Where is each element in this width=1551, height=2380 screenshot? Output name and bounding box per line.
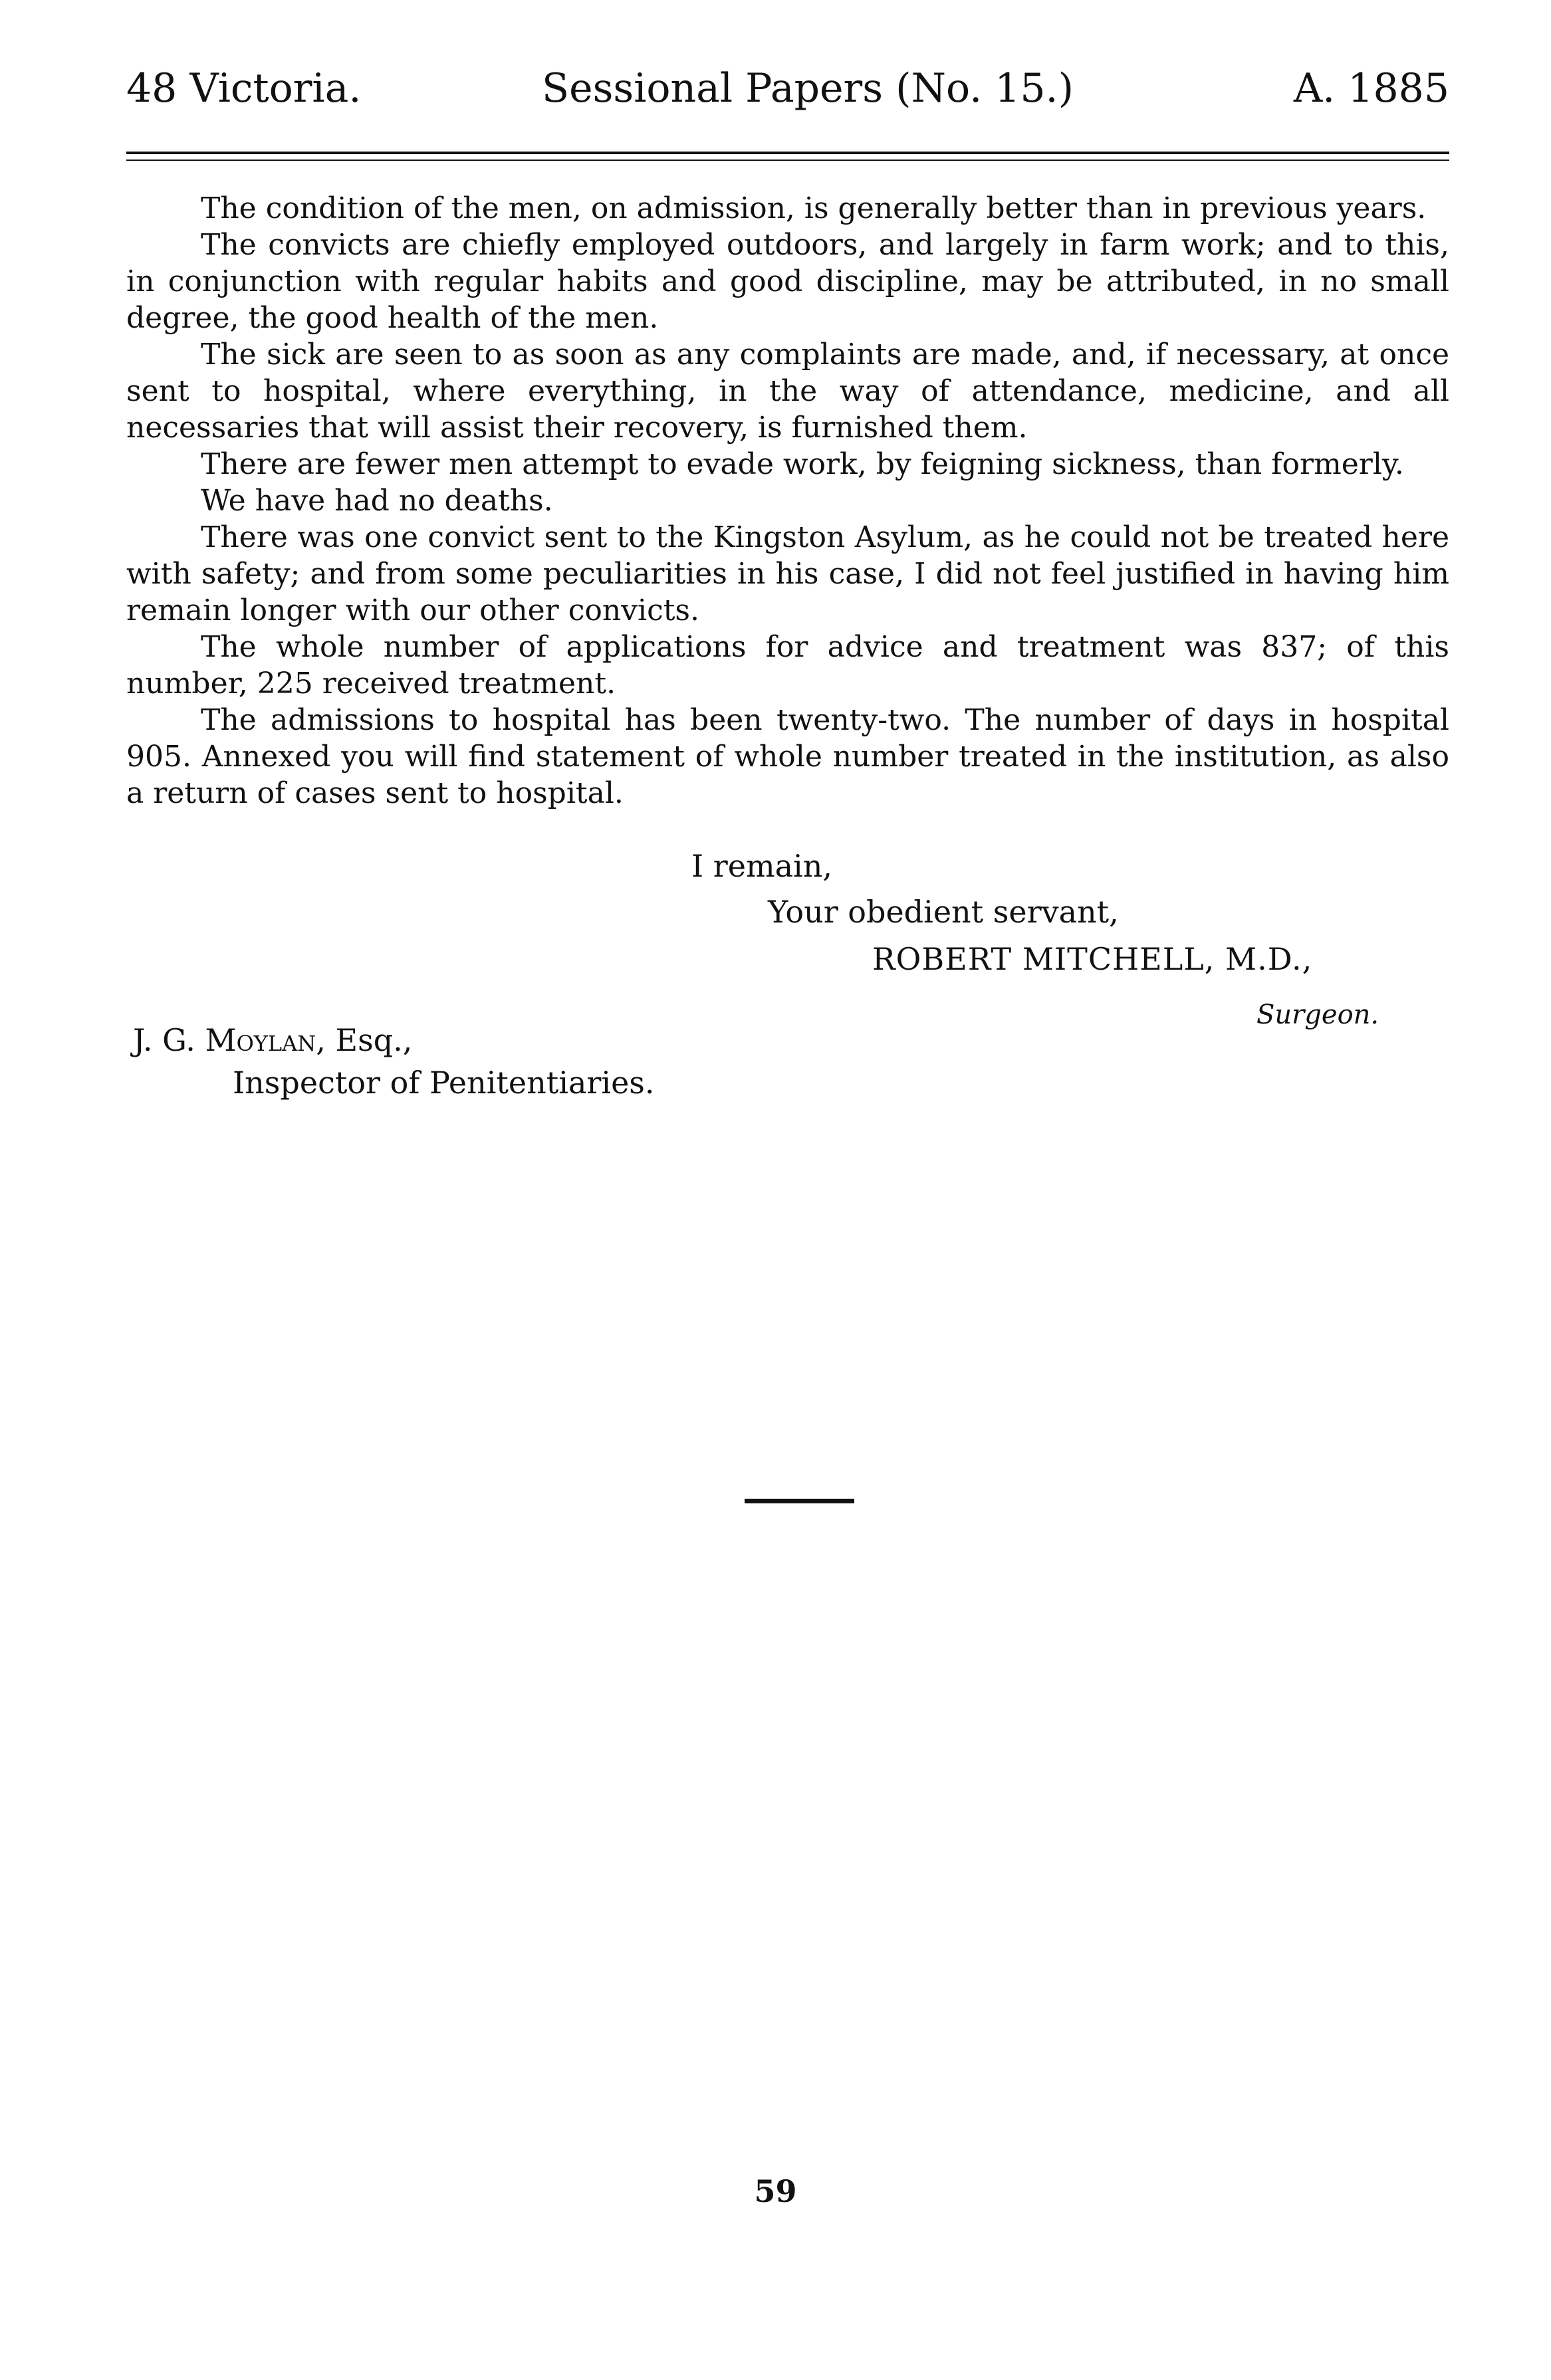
- page-header: [126, 65, 1449, 118]
- paragraph-admission-condition: The condition of the men, on admission, is generally better than in previous years.: [201, 191, 1427, 225]
- closing-remain: I remain,: [691, 848, 833, 884]
- addressee-initials: J. G.: [133, 1022, 195, 1058]
- header-publication: Sessional Papers (No. 15.): [542, 65, 1074, 112]
- paragraph-applications: The whole number of applications for advice and treatment was 837; of this number, 225 received treatment.: [126, 630, 1449, 701]
- report-body: [126, 190, 1449, 811]
- header-rule-thick: [126, 152, 1449, 154]
- addressee-name: [133, 1022, 412, 1058]
- header-rule-thin: [126, 160, 1449, 161]
- signature-role: Surgeon.: [1256, 1000, 1379, 1030]
- closing-servant: Your obedient servant,: [768, 894, 1119, 930]
- paragraph-sick-care: The sick are seen to as soon as any complaints are made, and, if necessary, at once sent to hospital, where everything, in the way of attendance, medicine, and all necessaries that will assist their recovery, is furnished them.: [126, 338, 1449, 445]
- paragraph-evasion: There are fewer men attempt to evade work, by feigning sickness, than formerly.: [201, 447, 1404, 481]
- paragraph-deaths: We have had no deaths.: [201, 484, 553, 518]
- section-divider: [745, 1499, 854, 1503]
- header-year: A. 1885: [1293, 65, 1449, 112]
- paragraph-admissions: The admissions to hospital has been twenty-two. The number of days in hospital 905. Annexed you will find statement of whole number treated in the institution, as also a return of cases sent to hospital.: [126, 703, 1449, 810]
- paragraph-employment: The convicts are chiefly employed outdoors, and largely in farm work; and to this, in conjunction with regular habits and good discipline, may be attributed, in no small degree, the good health of the men.: [126, 228, 1449, 335]
- addressee-title: Inspector of Penitentiaries.: [233, 1065, 655, 1101]
- paragraph-asylum: There was one convict sent to the Kingston Asylum, as he could not be treated here with safety; and from some peculiarities in his case, I did not feel justified in having him remain longer with our other convicts.: [126, 520, 1449, 627]
- header-session: 48 Victoria.: [126, 65, 362, 112]
- addressee-surname: Moylan: [205, 1022, 316, 1058]
- addressee-suffix: , Esq.,: [316, 1022, 413, 1058]
- page-number: 59: [754, 2173, 797, 2209]
- signature-name: ROBERT MITCHELL, M.D.,: [872, 941, 1313, 977]
